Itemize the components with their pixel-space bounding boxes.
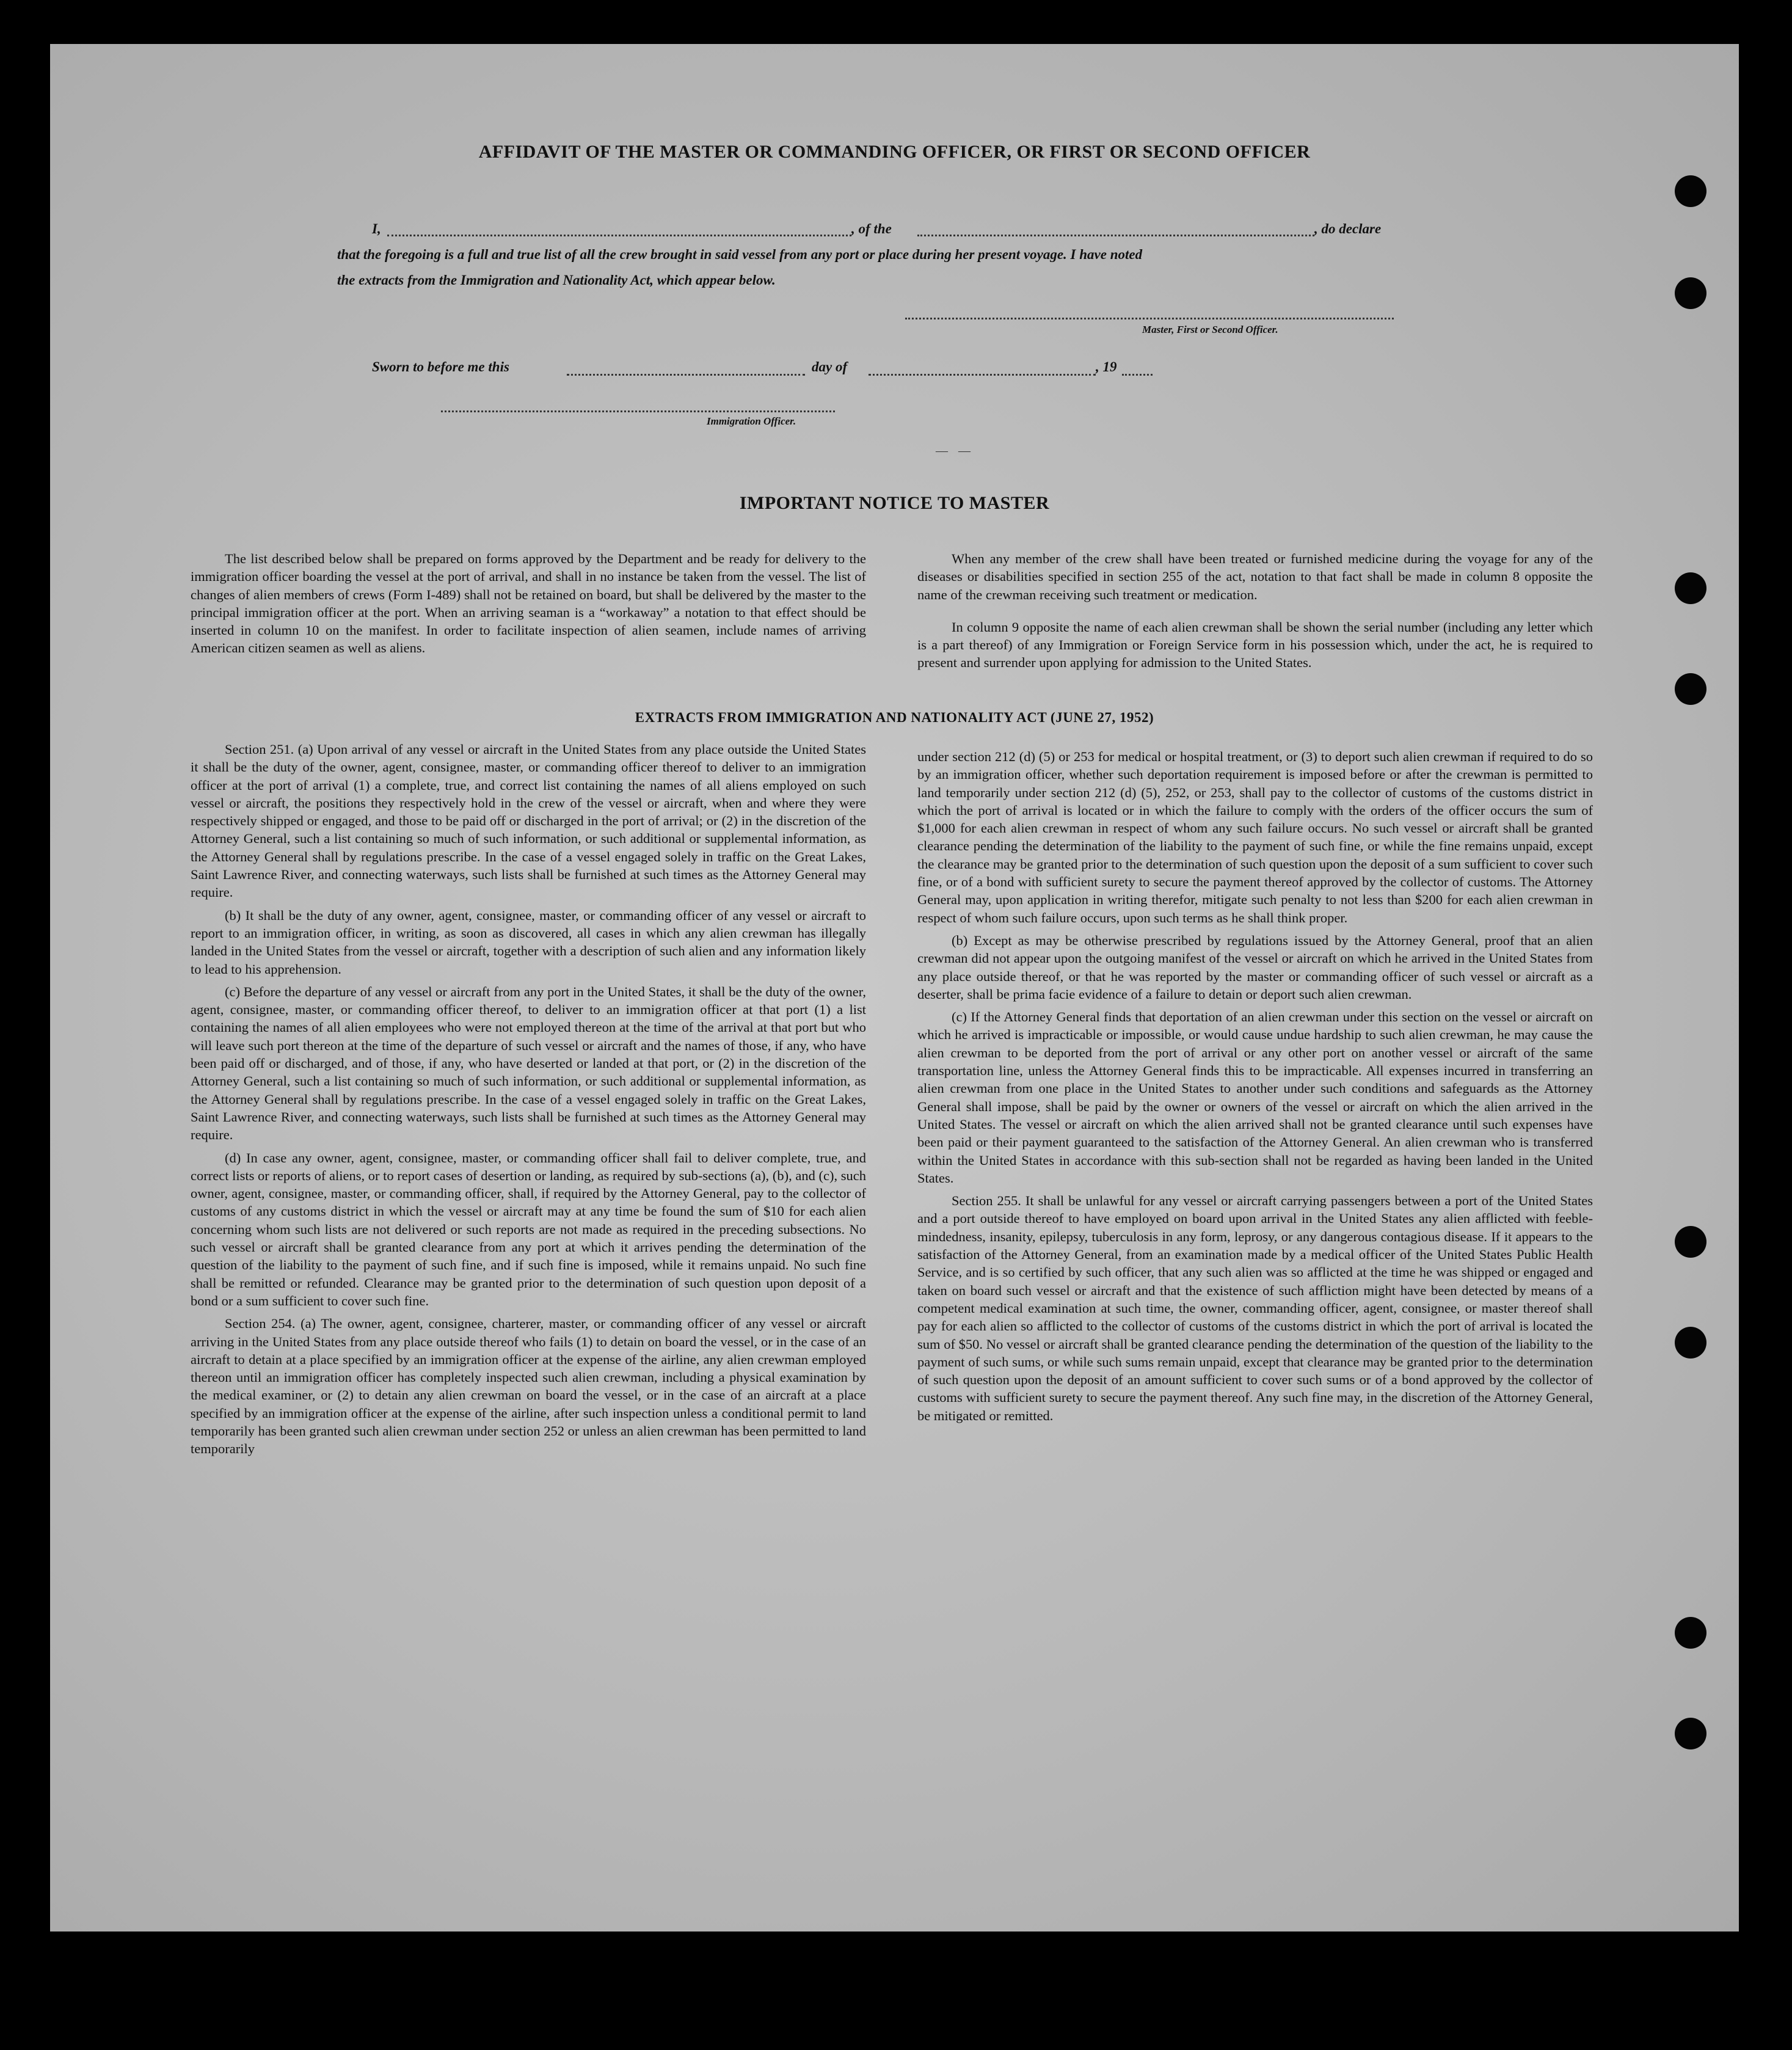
notice-left-column — [191, 550, 866, 662]
vessel-label: , of the — [851, 221, 892, 236]
extracts-left-column — [191, 740, 866, 1463]
section-251-a: Section 251. (a) Upon arrival of any vessel or aircraft in the United States from any place outside the United States it shall be the duty of the owner, agent, consignee, master, or commanding officer thereof to deliver to an immigration officer at the port of arrival (1) a complete, true, and correct list containing the names of all aliens employed on such vessel or aircraft, the positions they respectively hold in the crew of the vessel or aircraft, when and where they were respectively shipped or engaged, and those to be paid off or discharged in the port of arrival; or (2) in the discretion of the Attorney General, such a list containing so much of such information, or such additional or supplemental information, as the Attorney General shall by regulations prescribe. In the case of a vessel engaged solely in traffic on the Great Lakes, Saint Lawrence River, and connecting waterways, such lists shall be furnished at such times as the Attorney General may require. — [191, 742, 866, 900]
punch-hole — [1675, 1226, 1706, 1258]
affidavit-statement-line-1: that the foregoing is a full and true list of all the crew brought in said vessel from any port or place during her present voyage. I have noted — [337, 247, 1143, 262]
punch-hole — [1675, 175, 1706, 207]
separator: — — — [936, 444, 974, 458]
section-251-b: (b) It shall be the duty of any owner, agent, consignee, master, or commanding officer of any vessel or aircraft to report to an immigration officer, in writing, as soon as discovered, all cases in which any alien crewman has illegally landed in the United States from the vessel or aircraft, together with a description of such alien and any information likely to lead to his apprehension. — [191, 907, 866, 977]
notice-right-paragraph-1: When any member of the crew shall have been treated or furnished medicine during the voyage for any of the diseases or disabilities specified in section 255 of the act, notation to that fact shall be made in column 8 opposite the name of the crewman receiving such treatment or medication. — [917, 551, 1593, 602]
notice-left-paragraph: The list described below shall be prepared on forms approved by the Department and be ready for delivery to the immigration officer boarding the vessel at the port of arrival, and shall in no instance be taken from the vessel. The list of changes of alien members of crews (Form I-489) shall not be retained on board, but shall be delivered by the master to the principal immigration officer at the port. When an arriving seaman is a “workaway” a notation to that effect should be inserted in column 10 on the manifest. In order to facilitate inspection of alien seamen, include names of arriving American citizen seamen as well as aliens. — [191, 551, 866, 656]
notice-title: IMPORTANT NOTICE TO MASTER — [739, 493, 1050, 513]
officer-signature-line — [441, 410, 835, 412]
declarant-label: I, — [372, 221, 381, 236]
punch-hole — [1675, 1327, 1706, 1359]
vessel-name-line — [917, 235, 1314, 236]
affidavit-statement-line-2: the extracts from the Immigration and Nationality Act, which appear below. — [337, 272, 776, 288]
section-255: Section 255. It shall be unlawful for any vessel or aircraft carrying passengers between a port of the United States and a port outside thereof to have employed on board upon arrival in the United States any alien afflicted with feeble-mindedness, insanity, epilepsy, tuberculosis in any form, leprosy, or any dangerous contagious disease. If it appears to the satisfaction of the Attorney General, from an examination made by a medical officer of the United States Public Health Service, and is so certified by such officer, that any such alien was so afflicted at the time he was shipped or engaged and taken on board such vessel or aircraft and that the existence of such affliction might have been detected by means of a competent medical examination at such time, the owner, commanding officer, agent, consignee, or master thereof shall pay for each alien so afflicted to the collector of customs of the customs district in which the port of arrival is located the sum of $50. No vessel or aircraft shall be granted clearance pending the determination of the question of the liability to the payment of such sums, or while such sums remain unpaid, except that clearance may be granted prior to the determination of such question upon the deposit of an amount sufficient to cover such sums or of a bond approved by the collector of customs with sufficient surety to secure the payment thereof. Any such fine may, in the discretion of the Attorney General, be mitigated or remitted. — [917, 1193, 1593, 1423]
punch-hole — [1675, 673, 1706, 705]
notice-right-paragraph-2: In column 9 opposite the name of each alien crewman shall be shown the serial number (including any letter which is a part thereof) of any Immigration or Foreign Service form in his possession which, under the act, he is required to present and surrender upon applying for admission to the United States. — [917, 619, 1593, 671]
document-body — [50, 44, 1739, 1931]
punch-hole — [1675, 277, 1706, 309]
master-signature-caption: Master, First or Second Officer. — [1142, 324, 1278, 335]
declare-label: , do declare — [1314, 221, 1382, 236]
notice-right-column — [917, 550, 1593, 677]
punch-hole — [1675, 572, 1706, 604]
affidavit-title: AFFIDAVIT OF THE MASTER OR COMMANDING OFFICER, OR FIRST OR SECOND OFFICER — [478, 142, 1311, 162]
extracts-right-column — [917, 748, 1593, 1429]
punch-hole — [1675, 1718, 1706, 1749]
sworn-day-line — [567, 374, 805, 376]
day-of-label: day of — [812, 359, 848, 374]
year-label: , 19 — [1096, 359, 1117, 374]
section-254-b: (b) Except as may be otherwise prescribed by regulations issued by the Attorney General, proof that an alien crewman did not appear upon the outgoing manifest of the vessel or aircraft on which he arrived in the United States from any place outside thereof, or that he was reported by the master or commanding officer of such vessel or aircraft as a deserter, shall be prima facie evidence of a failure to detain or deport such alien crewman. — [917, 932, 1593, 1002]
declarant-name-line — [387, 235, 851, 236]
section-254-c: (c) If the Attorney General finds that deportation of an alien crewman under this section on the vessel or aircraft on which he arrived is impracticable or impossible, or would cause undue hardship to such alien crewman, he may cause the alien crewman to be deported from the port of arrival or any other port on another vessel or aircraft of the same transportation line, unless the Attorney General finds this to be impracticable. All expenses incurred in transferring an alien crewman from one place in the United States to another under such conditions and safeguards as the Attorney General shall impose, shall be paid by the owner or owners of the vessel or aircraft on which the alien arrived in the United States. The vessel or aircraft on which the alien arrived shall not be granted clearance until such expenses have been paid or their payment guaranteed to the satisfaction of the Attorney General. An alien crewman who is transferred within the United States in accordance with this sub-section shall not be regarded as having been landed in the United States. — [917, 1009, 1593, 1186]
master-signature-line — [905, 318, 1394, 319]
sworn-month-line — [869, 374, 1096, 376]
punch-hole — [1675, 1617, 1706, 1649]
sworn-year-line — [1122, 374, 1153, 376]
extracts-title: EXTRACTS FROM IMMIGRATION AND NATIONALITY ACT (JUNE 27, 1952) — [635, 710, 1154, 725]
scanned-page — [50, 44, 1739, 1931]
sworn-label: Sworn to before me this — [372, 359, 509, 374]
section-254-a: Section 254. (a) The owner, agent, consignee, charterer, master, or commanding officer of any vessel or aircraft arriving in the United States from any place outside thereof who fails (1) to detain on board the vessel, or in the case of an aircraft to detain at a place specified by an immigration officer at the expense of the airline, any alien crewman employed thereon until an immigration officer has completely inspected such alien crewman, including a physical examination by the medical examiner, or (2) to detain any alien crewman on board the vessel, or in the case of an aircraft at a place specified by an immigration officer at the expense of the airline, after such inspection unless a conditional permit to land temporarily has been granted such alien crewman under section 252 or unless an alien crewman has been permitted to land temporarily — [191, 1316, 866, 1457]
section-254-a-continued: under section 212 (d) (5) or 253 for medical or hospital treatment, or (3) to deport such alien crewman if required to do so by an immigration officer, whether such deportation requirement is imposed before or after the crewman is permitted to land temporarily under section 212 (d) (5), 252, or 253, shall pay to the collector of customs of the customs district in which the port of arrival is located or in which the failure to comply with the orders of the officer occurs the sum of $1,000 for each alien crewman in respect of whom any such failure occurs. No such vessel or aircraft shall be granted clearance pending the determination of the liability to the payment of such fine, or while the fine remains unpaid, except the clearance may be granted prior to the determination of such question upon the deposit of a sum sufficient to cover such fine, or of a bond with sufficient surety to secure the payment thereof approved by the collector of customs. The Attorney General may, upon application in writing therefor, mitigate such penalty to not less than $200 for each alien crewman in respect of whom such failure occurs, upon such terms as he shall think proper. — [917, 749, 1593, 925]
section-251-d: (d) In case any owner, agent, consignee, master, or commanding officer shall fail to deliver complete, true, and correct lists or reports of aliens, or to report cases of desertion or landing, as required by sub-sections (a), (b), and (c), such owner, agent, consignee, master, or commanding officer, shall, if required by the Attorney General, pay to the collector of customs of any customs district in which the vessel or aircraft may at any time be found the sum of $10 for each alien concerning whom such lists are not delivered or such reports are not made as required in the preceding subsections. No such vessel or aircraft shall be granted clearance from any port at which it arrives pending the determination of the question of the liability to the payment of such fine, and if such fine is imposed, while it remains unpaid. No such fine shall be remitted or refunded. Clearance may be granted prior to the determination of such question upon deposit of a bond or a sum sufficient to cover such fine. — [191, 1150, 866, 1308]
section-251-c: (c) Before the departure of any vessel or aircraft from any port in the United States, it shall be the duty of the owner, agent, consignee, master, or commanding officer thereof, to deliver to an immigration officer at that port (1) a list containing the names of all alien employees who were not employed thereon at the time of the arrival at that port but who will leave such port thereon at the time of the departure of such vessel or aircraft and the names of those, if any, who have been paid off or discharged, and of those, if any, who have deserted or landed at that port, or (2) in the discretion of the Attorney General, such a list containing so much of such information, or such additional or supplemental information, as the Attorney General shall by regulations prescribe. In the case of a vessel engaged solely in traffic on the Great Lakes, Saint Lawrence River, and connecting waterways, such lists shall be furnished at such times as the Attorney General may require. — [191, 983, 866, 1143]
officer-signature-caption: Immigration Officer. — [707, 415, 796, 427]
